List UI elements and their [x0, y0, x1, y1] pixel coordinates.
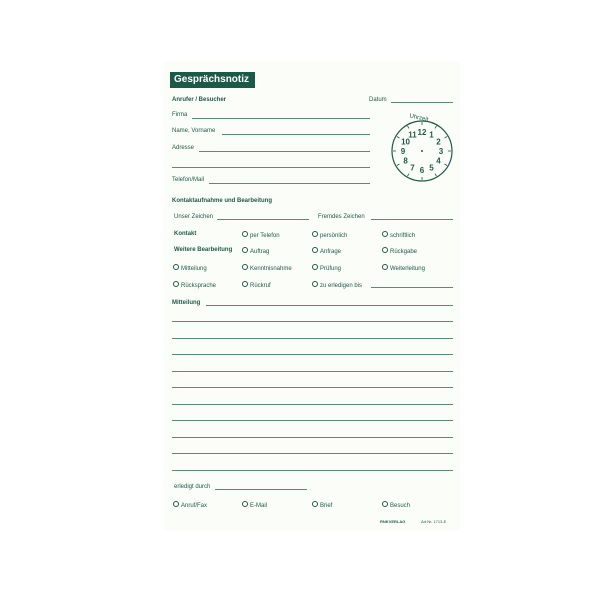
- weitere-label: Weitere Bearbeitung: [174, 247, 233, 253]
- message-line[interactable]: [172, 354, 453, 355]
- option-anruf-fax[interactable]: Anruf/Fax: [173, 501, 207, 510]
- message-line[interactable]: [172, 420, 453, 421]
- clock-tick: [445, 164, 448, 166]
- fremdes-zeichen-field[interactable]: [371, 219, 453, 220]
- name-label: Name, Vorname: [172, 128, 216, 134]
- clock-number: 1: [429, 130, 434, 140]
- checkbox[interactable]: [312, 501, 318, 507]
- option-per-telefon[interactable]: per Telefon: [242, 231, 280, 240]
- option-kenntnisnahme[interactable]: Kenntnisnahme: [242, 264, 292, 273]
- checkbox[interactable]: [382, 264, 388, 270]
- clock-number: 5: [429, 163, 434, 173]
- checkbox[interactable]: [242, 281, 248, 287]
- clock-tick: [445, 137, 448, 139]
- clock-tick: [435, 174, 437, 177]
- clock-tick: [397, 137, 400, 139]
- date-label: Datum: [369, 97, 387, 103]
- publisher-logo: RNKVERLAG: [380, 519, 406, 524]
- article-number: Art.Nr. 1713-E: [421, 519, 447, 524]
- option-auftrag[interactable]: Auftrag: [242, 247, 269, 256]
- clock-icon: [388, 112, 456, 188]
- checkbox[interactable]: [242, 264, 248, 270]
- caller-heading: Anrufer / Besucher: [172, 97, 227, 103]
- checkbox[interactable]: [312, 264, 318, 270]
- adresse-label: Adresse: [172, 145, 195, 151]
- firma-field[interactable]: [192, 118, 370, 119]
- clock-number: 6: [419, 166, 425, 175]
- clock-number: 12: [417, 128, 427, 137]
- name-field[interactable]: [222, 134, 370, 135]
- option-rueckgabe[interactable]: Rückgabe: [382, 247, 417, 256]
- telefon-field[interactable]: [209, 183, 370, 184]
- clock-tick: [408, 174, 410, 177]
- option-mitteilung[interactable]: Mitteilung: [173, 264, 207, 273]
- option-e-mail[interactable]: E-Mail: [242, 501, 267, 510]
- clock-number: 8: [403, 156, 408, 166]
- checkbox[interactable]: [382, 501, 388, 507]
- unser-zeichen-field[interactable]: [217, 219, 309, 220]
- option-ruecksprache[interactable]: Rücksprache: [173, 281, 216, 290]
- clock-number: 11: [408, 130, 417, 140]
- clock-number: 3: [438, 147, 444, 156]
- checkbox[interactable]: [312, 231, 318, 237]
- fremdes-zeichen-label: Fremdes Zeichen: [318, 214, 365, 220]
- checkbox[interactable]: [242, 501, 248, 507]
- option-persoenlich[interactable]: persönlich: [312, 231, 347, 240]
- clock-tick: [435, 126, 437, 129]
- message-line[interactable]: [172, 387, 453, 388]
- option-pruefung[interactable]: Prüfung: [312, 264, 341, 273]
- message-line[interactable]: [172, 321, 453, 322]
- message-line[interactable]: [172, 338, 453, 339]
- kontakt-label: Kontakt: [174, 231, 197, 237]
- clock-number: 10: [401, 137, 410, 147]
- firma-label: Firma: [172, 112, 188, 118]
- checkbox[interactable]: [242, 231, 248, 237]
- message-line[interactable]: [172, 404, 453, 405]
- option-zu-erledigen-bis[interactable]: zu erledigen bis: [312, 281, 362, 290]
- checkbox[interactable]: [382, 247, 388, 253]
- checkbox[interactable]: [382, 231, 388, 237]
- mitteilung-label: Mitteilung: [172, 300, 201, 306]
- message-line[interactable]: [172, 437, 453, 438]
- checkbox[interactable]: [312, 247, 318, 253]
- form-title: Gesprächsnotiz: [170, 72, 255, 88]
- clock-number: 4: [436, 156, 441, 166]
- option-besuch[interactable]: Besuch: [382, 501, 410, 510]
- checkbox[interactable]: [312, 281, 318, 287]
- checkbox[interactable]: [173, 264, 179, 270]
- message-line[interactable]: [172, 371, 453, 372]
- date-field[interactable]: [391, 102, 453, 103]
- option-rueckruf[interactable]: Rückruf: [242, 281, 271, 290]
- adresse-field-2[interactable]: [172, 167, 370, 168]
- telefon-label: Telefon/Mail: [172, 177, 205, 183]
- option-schriftlich[interactable]: schriftlich: [382, 231, 415, 240]
- message-line[interactable]: [172, 453, 453, 454]
- mitteilung-line[interactable]: [206, 305, 453, 306]
- adresse-field[interactable]: [199, 151, 370, 152]
- option-anfrage[interactable]: Anfrage: [312, 247, 341, 256]
- clock-number: 2: [436, 137, 441, 147]
- checkbox[interactable]: [173, 281, 179, 287]
- unser-zeichen-label: Unser Zeichen: [174, 214, 214, 220]
- erledigt-label: erledigt durch: [174, 484, 211, 490]
- erledigt-field[interactable]: [215, 489, 307, 490]
- clock-tick: [408, 126, 410, 129]
- checkbox[interactable]: [242, 247, 248, 253]
- option-weiterleitung[interactable]: Weiterleitung: [382, 264, 425, 273]
- zu-erledigen-bis-field[interactable]: [371, 287, 453, 288]
- clock-label: Uhrzeit: [408, 113, 429, 124]
- clock-tick: [397, 164, 400, 166]
- checkbox[interactable]: [173, 501, 179, 507]
- clock-number: 7: [410, 163, 415, 173]
- processing-heading: Kontaktaufnahme und Bearbeitung: [172, 198, 273, 204]
- message-line[interactable]: [172, 470, 453, 471]
- option-brief[interactable]: Brief: [312, 501, 332, 510]
- clock-number: 9: [400, 147, 406, 156]
